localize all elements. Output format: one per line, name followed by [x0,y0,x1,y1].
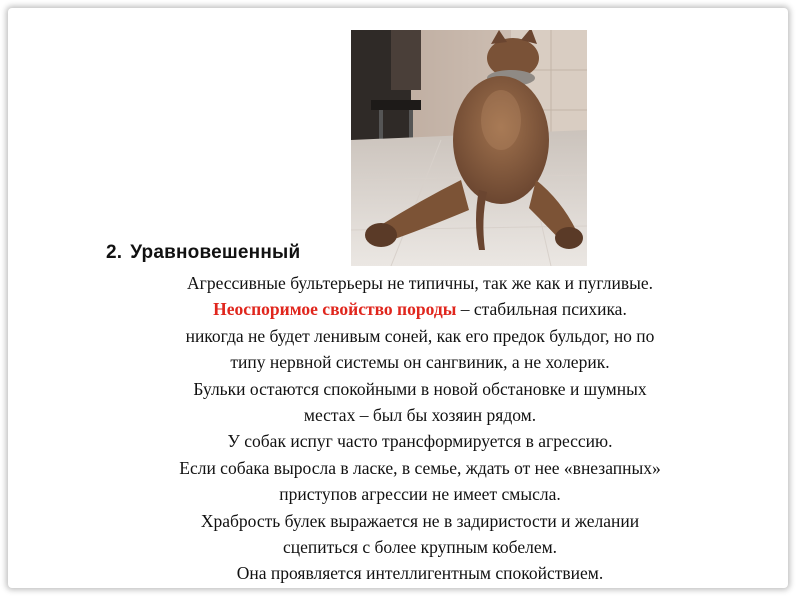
body-text [100,270,740,587]
text-line: сцепиться с более крупным кобелем. [282,537,558,558]
text-line: Она проявляется интеллигентным спокойствием. [236,563,604,584]
section-number: 2. [106,242,123,263]
text-line: Храбрость булек выражается не в задиристости и желании [200,510,640,531]
highlight-phrase: Неоспоримое свойство породы [213,299,457,320]
text-line: местах – был бы хозяин рядом. [303,405,537,426]
text-line: Бульки остаются спокойными в новой обстановке и шумных [193,378,647,399]
text-line: У собак испуг часто трансформируется в агрессию. [227,431,613,452]
dog-photo [351,30,587,266]
dog-photo-illustration [351,30,587,266]
text-line: приступов агрессии не имеет смысла. [279,484,561,505]
section-title: Уравновешенный [130,242,301,263]
text-segment: – стабильная психика. [456,299,627,320]
text-line: типу нервной системы он сангвиник, а не холерик. [230,352,610,373]
text-line: Если собака выросла в ласке, в семье, ждать от нее «внезапных» [179,457,661,478]
text-line: никогда не будет ленивым соней, как его предок бульдог, но по [185,325,655,346]
section-heading [106,242,300,264]
slide [8,8,788,588]
text-line: Агрессивные бультерьеры не типичны, так же как и пугливые. [187,273,653,293]
text-line-highlighted [100,296,740,322]
